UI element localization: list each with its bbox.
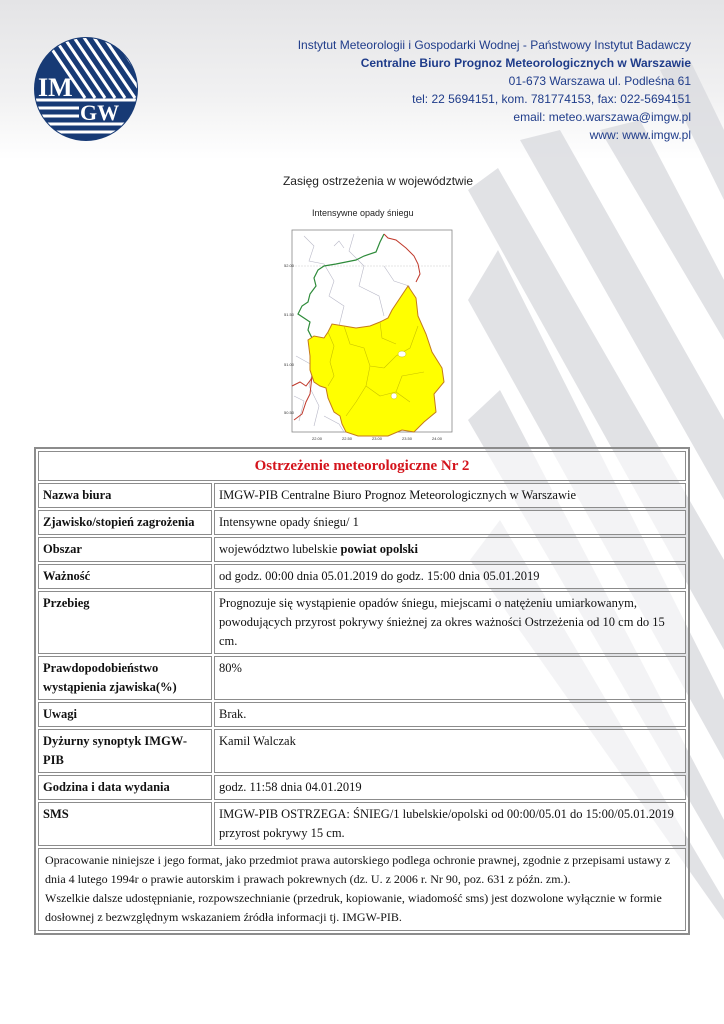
row-value-area bbox=[214, 537, 686, 562]
map-subtitle: Intensywne opady śniegu bbox=[312, 208, 414, 218]
svg-text:23.50: 23.50 bbox=[402, 436, 413, 441]
row-label-office: Nazwa biura bbox=[38, 483, 212, 508]
row-value-course: Prognozuje się wystąpienie opadów śniegu, miejscami o natężeniu umiarkowanym, powodujących przyrost pokrywy śnieżnej za okres ważności Ostrzeżenia od 10 cm do 15 cm. bbox=[214, 591, 686, 654]
email: email: meteo.warszawa@imgw.pl bbox=[513, 110, 691, 124]
svg-text:IM: IM bbox=[38, 73, 73, 102]
table-row bbox=[38, 537, 686, 562]
address: 01-673 Warszawa ul. Podleśna 61 bbox=[508, 74, 691, 88]
table-row bbox=[38, 775, 686, 800]
warning-area-map bbox=[284, 226, 460, 448]
svg-text:24.00: 24.00 bbox=[432, 436, 443, 441]
phone: tel: 22 5694151, kom. 781774153, fax: 022-5694151 bbox=[412, 92, 691, 106]
svg-text:23.00: 23.00 bbox=[372, 436, 383, 441]
area-county: powiat opolski bbox=[340, 542, 418, 556]
table-row bbox=[38, 510, 686, 535]
svg-text:GW: GW bbox=[80, 100, 120, 125]
row-label-sms: SMS bbox=[38, 802, 212, 846]
row-label-phenomenon: Zjawisko/stopień zagrożenia bbox=[38, 510, 212, 535]
warning-table bbox=[34, 447, 690, 935]
svg-text:50.50: 50.50 bbox=[284, 410, 295, 415]
map-title: Zasięg ostrzeżenia w województwie bbox=[282, 174, 474, 188]
imgw-logo bbox=[33, 36, 139, 142]
website: www: www.imgw.pl bbox=[589, 128, 691, 142]
row-label-course: Przebieg bbox=[38, 591, 212, 654]
table-row bbox=[38, 591, 686, 654]
svg-text:52.00: 52.00 bbox=[284, 263, 295, 268]
copyright-paragraph: Opracowanie niniejsze i jego format, jako przedmiot prawa autorskiego podlega ochronie prawnej, zgodnie z przepisami ustawy z dnia 4 lutego 1994r o prawie autorskim i prawach pokrewnych (dz. U. z 2006 r. Nr 90, poz. 631 z późn. zm.). bbox=[45, 853, 671, 886]
svg-text:51.00: 51.00 bbox=[284, 362, 295, 367]
distribution-paragraph: Wszelkie dalsze udostępnianie, rozpowszechnianie (przedruk, kopiowanie, wiadomość sms) jest dozwolone wyłącznie w formie dosłownej z bezwzględnym wskazaniem źródła informacji tj. IMGW-PIB. bbox=[45, 891, 662, 924]
svg-text:51.50: 51.50 bbox=[284, 312, 295, 317]
warning-title: Ostrzeżenie meteorologiczne Nr 2 bbox=[38, 451, 686, 481]
institute-contact-block bbox=[298, 36, 691, 144]
table-row bbox=[38, 729, 686, 773]
row-value-forecaster: Kamil Walczak bbox=[214, 729, 686, 773]
copyright-notice bbox=[38, 848, 686, 931]
row-value-remarks: Brak. bbox=[214, 702, 686, 727]
row-label-remarks: Uwagi bbox=[38, 702, 212, 727]
office-name: Centralne Biuro Prognoz Meteorologicznych w Warszawie bbox=[360, 56, 691, 70]
table-row bbox=[38, 483, 686, 508]
row-label-validity: Ważność bbox=[38, 564, 212, 589]
institute-name: Instytut Meteorologii i Gospodarki Wodnej - Państwowy Instytut Badawczy bbox=[297, 38, 691, 52]
table-row bbox=[38, 802, 686, 846]
table-row bbox=[38, 702, 686, 727]
row-value-phenomenon: Intensywne opady śniegu/ 1 bbox=[214, 510, 686, 535]
row-value-validity: od godz. 00:00 dnia 05.01.2019 do godz. 15:00 dnia 05.01.2019 bbox=[214, 564, 686, 589]
row-label-forecaster: Dyżurny synoptyk IMGW-PIB bbox=[38, 729, 212, 773]
row-label-issue-time: Godzina i data wydania bbox=[38, 775, 212, 800]
row-label-probability: Prawdopodobieństwo wystąpienia zjawiska(%) bbox=[38, 656, 212, 700]
row-value-office: IMGW-PIB Centralne Biuro Prognoz Meteorologicznych w Warszawie bbox=[214, 483, 686, 508]
row-value-issue-time: godz. 11:58 dnia 04.01.2019 bbox=[214, 775, 686, 800]
area-region: województwo lubelskie bbox=[219, 542, 338, 556]
row-label-area: Obszar bbox=[38, 537, 212, 562]
row-value-sms: IMGW-PIB OSTRZEGA: ŚNIEG/1 lubelskie/opolski od 00:00/05.01 do 15:00/05.01.2019 przyrost pokrywy 15 cm. bbox=[214, 802, 686, 846]
table-row bbox=[38, 656, 686, 700]
svg-text:22.50: 22.50 bbox=[342, 436, 353, 441]
row-value-probability: 80% bbox=[214, 656, 686, 700]
svg-text:22.00: 22.00 bbox=[312, 436, 323, 441]
table-row bbox=[38, 564, 686, 589]
